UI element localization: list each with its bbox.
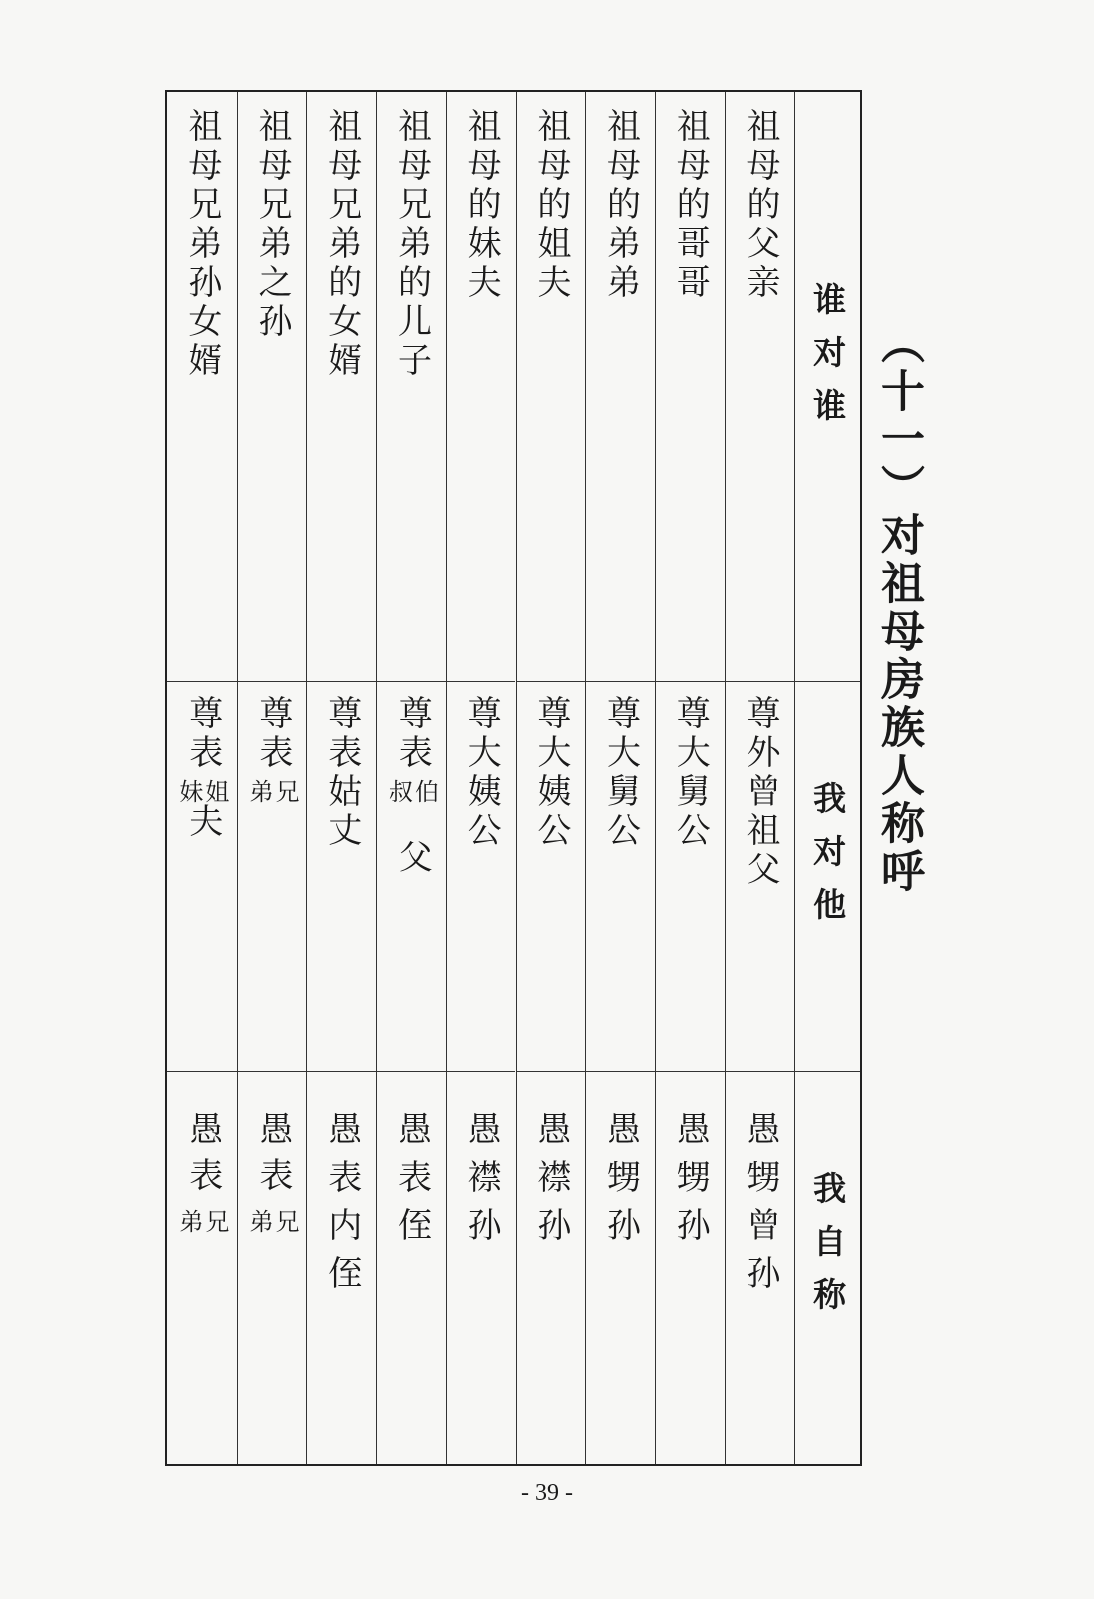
address-main: 尊表 (182, 695, 223, 773)
address-main: 尊表 (252, 695, 293, 773)
address-small-right: 伯 (410, 779, 439, 803)
relation-cell: 祖母的姐夫 (530, 108, 571, 303)
self-ref-cell: 愚襟孙 (461, 1111, 502, 1255)
relation-cell: 祖母兄弟孙女婿 (181, 108, 222, 381)
self-ref-cell: 愚甥孙 (670, 1111, 711, 1255)
table-row (306, 92, 376, 1464)
relation-cell: 祖母兄弟之孙 (252, 108, 293, 342)
page-number: - 39 - (521, 1480, 573, 1506)
table-row (585, 92, 655, 1464)
address-small-left: 妹 (174, 779, 203, 803)
address-tail: 夫 (182, 803, 223, 837)
self-ref-main: 愚表 (252, 1111, 293, 1203)
table-row (446, 92, 516, 1464)
address-main: 尊表 (392, 695, 433, 773)
self-ref-small-left: 弟 (174, 1209, 203, 1233)
address-cell: 尊大姨公 (461, 695, 502, 851)
table-row (516, 92, 586, 1464)
address-cell: 尊大舅公 (600, 695, 641, 851)
self-ref-cell (167, 1111, 237, 1233)
address-cell (377, 695, 446, 877)
kinship-table (165, 90, 862, 1466)
address-cell: 尊表姑丈 (321, 695, 362, 851)
address-cell: 尊大舅公 (670, 695, 711, 851)
table-row (237, 92, 307, 1464)
page-title: （十一）对祖母房族人称呼 (873, 320, 924, 896)
table-row (725, 92, 795, 1464)
address-tail: 父 (392, 839, 433, 873)
relation-cell: 祖母兄弟的儿子 (391, 108, 432, 381)
self-ref-cell: 愚表侄 (391, 1111, 432, 1255)
address-small-left: 叔 (384, 779, 413, 803)
relation-cell: 祖母的哥哥 (670, 108, 711, 303)
relation-cell: 祖母兄弟的女婿 (321, 108, 362, 381)
self-ref-cell (238, 1111, 307, 1233)
relation-cell: 祖母的父亲 (739, 108, 780, 303)
address-small-left: 弟 (245, 779, 274, 803)
self-ref-cell: 愚甥孙 (600, 1111, 641, 1255)
relation-cell: 祖母的弟弟 (600, 108, 641, 303)
header-self-ref: 我自称 (808, 1171, 848, 1330)
self-ref-cell: 愚襟孙 (530, 1111, 571, 1255)
address-cell: 尊外曾祖父 (739, 695, 780, 890)
header-relation: 谁对谁 (808, 282, 848, 441)
self-ref-small-right: 兄 (200, 1209, 229, 1233)
address-cell (238, 695, 307, 803)
self-ref-cell: 愚表内侄 (321, 1111, 362, 1303)
relation-cell: 祖母的妹夫 (461, 108, 502, 303)
self-ref-main: 愚表 (182, 1111, 223, 1203)
address-cell (167, 695, 237, 841)
self-ref-small-left: 弟 (245, 1209, 274, 1233)
address-small-right: 兄 (271, 779, 300, 803)
self-ref-cell: 愚甥曾孙 (739, 1111, 780, 1303)
address-small-right: 姐 (200, 779, 229, 803)
address-cell: 尊大姨公 (530, 695, 571, 851)
table-row (655, 92, 725, 1464)
table-row (376, 92, 446, 1464)
table-row (167, 92, 237, 1464)
header-me-to-him: 我对他 (808, 781, 848, 940)
self-ref-small-right: 兄 (271, 1209, 300, 1233)
header-column (794, 92, 860, 1464)
